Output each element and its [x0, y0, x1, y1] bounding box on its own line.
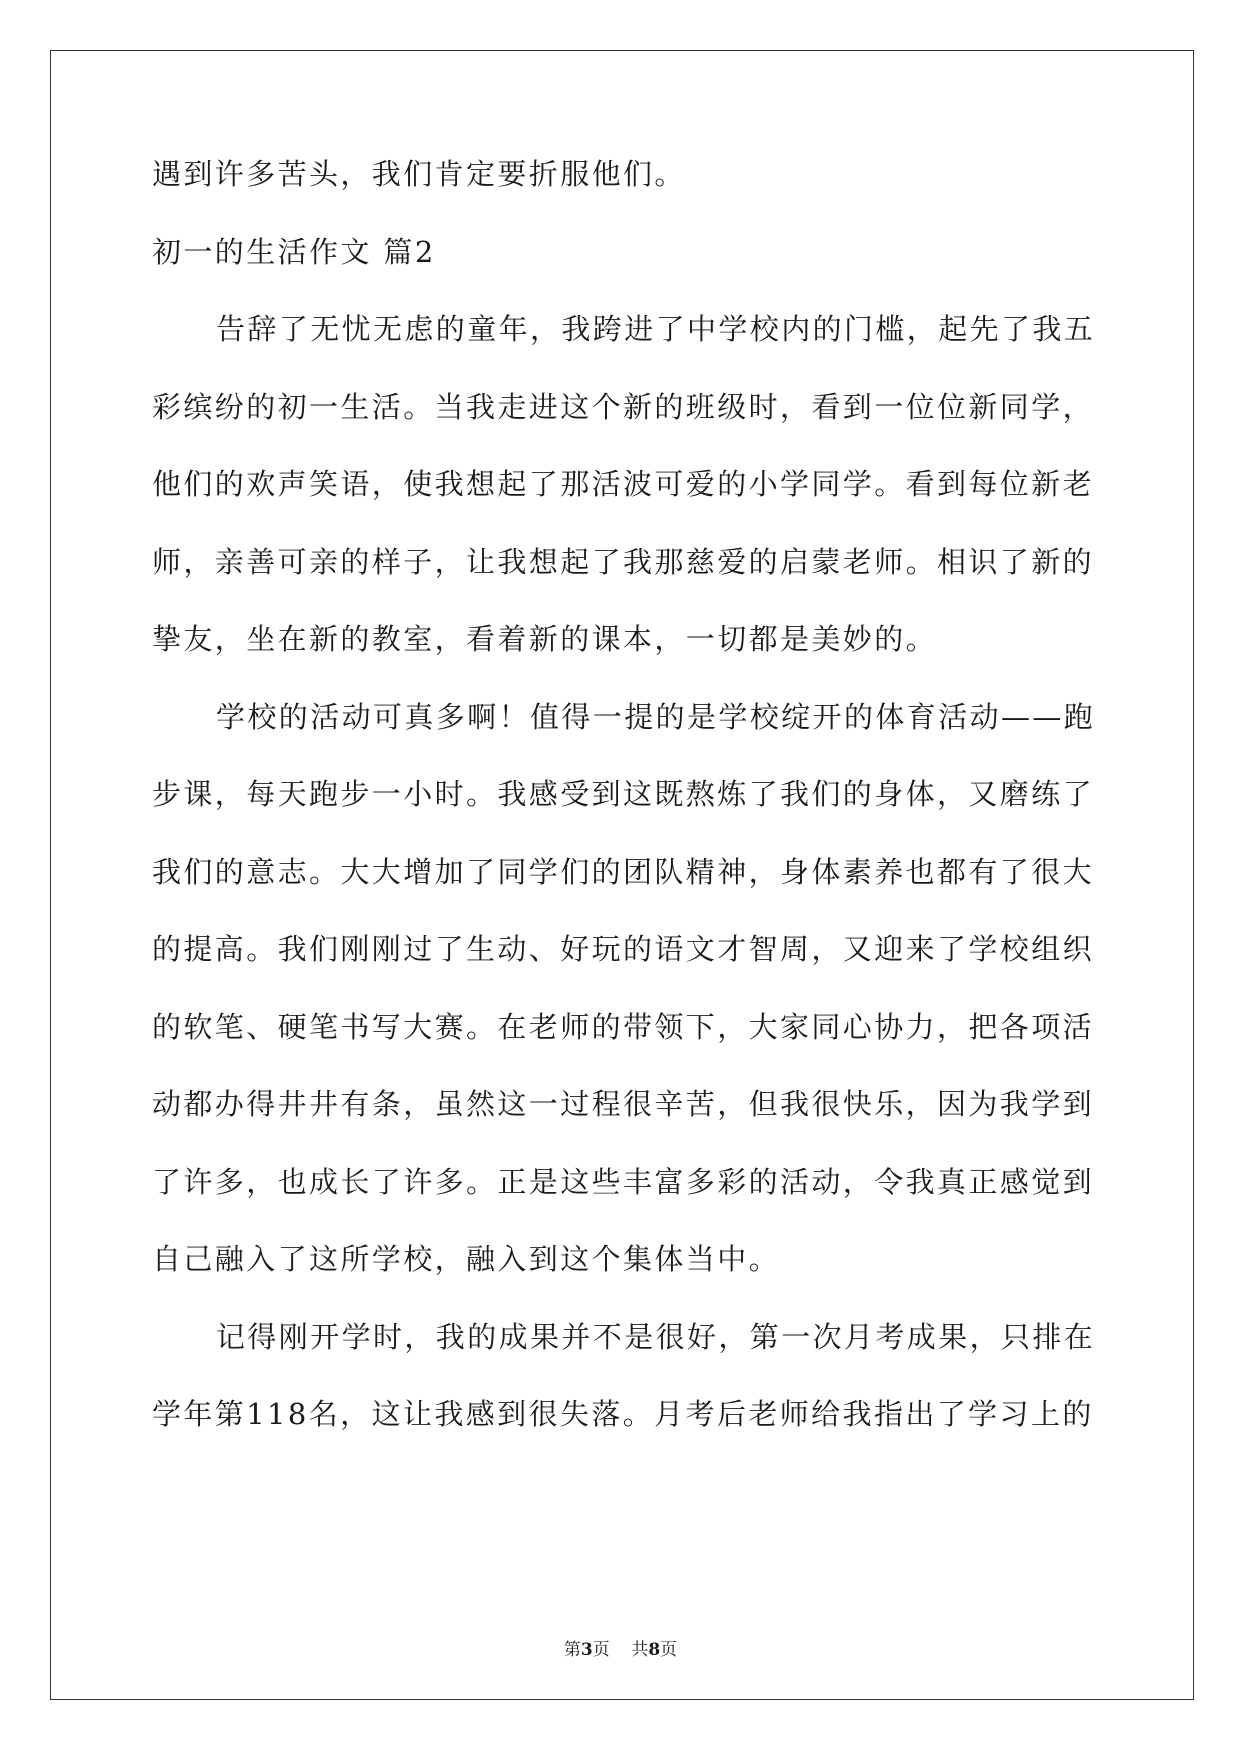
text-line: 彩缤纷的初一生活。当我走进这个新的班级时，看到一位位新同学，	[152, 389, 1095, 424]
text-line: 我们的意志。大大增加了同学们的团队精神，身体素养也都有了很大	[152, 854, 1095, 889]
section-heading: 初一的生活作文 篇2	[152, 234, 436, 269]
document-body	[152, 157, 1096, 1478]
text-line: 自己融入了这所学校，融入到这个集体当中。	[152, 1242, 781, 1276]
page-current: 3	[580, 1640, 593, 1660]
total-suffix: 页	[660, 1640, 678, 1660]
page-prefix: 第	[563, 1640, 581, 1660]
text-line: 步课，每天跑步一小时。我感受到这既熬炼了我们的身体，又磨练了	[152, 777, 1095, 811]
text-line: 遇到许多苦头，我们肯定要折服他们。	[152, 157, 686, 191]
text-line: 了许多，也成长了许多。正是这些丰富多彩的活动，令我真正感觉到	[152, 1164, 1095, 1199]
page-suffix: 页	[592, 1640, 610, 1660]
text-line: 记得刚开学时，我的成果并不是很好，第一次月考成果，只排在	[216, 1319, 1096, 1354]
total-prefix: 共	[631, 1640, 649, 1660]
text-line: 的软笔、硬笔书写大赛。在老师的带领下，大家同心协力，把各项活	[152, 1009, 1095, 1044]
text-line: 学校的活动可真多啊！值得一提的是学校绽开的体育活动——跑	[216, 699, 1096, 734]
text-line: 学年第118名，这让我感到很失落。月考后老师给我指出了学习上的	[152, 1397, 1094, 1431]
text-line: 他们的欢声笑语，使我想起了那活波可爱的小学同学。看到每位新老	[152, 467, 1095, 501]
text-line: 师，亲善可亲的样子，让我想起了我那慈爱的启蒙老师。相识了新的	[152, 544, 1095, 579]
text-line: 告辞了无忧无虑的童年，我跨进了中学校内的门槛，起先了我五	[216, 312, 1096, 346]
text-line: 的提高。我们刚刚过了生动、好玩的语文才智周，又迎来了学校组织	[152, 932, 1095, 966]
page-footer	[0, 1635, 1241, 1660]
text-line: 挚友，坐在新的教室，看着新的课本，一切都是美妙的。	[152, 622, 938, 656]
text-line: 动都办得井井有条，虽然这一过程很辛苦，但我很快乐，因为我学到	[152, 1087, 1095, 1121]
page-total: 8	[648, 1640, 661, 1660]
